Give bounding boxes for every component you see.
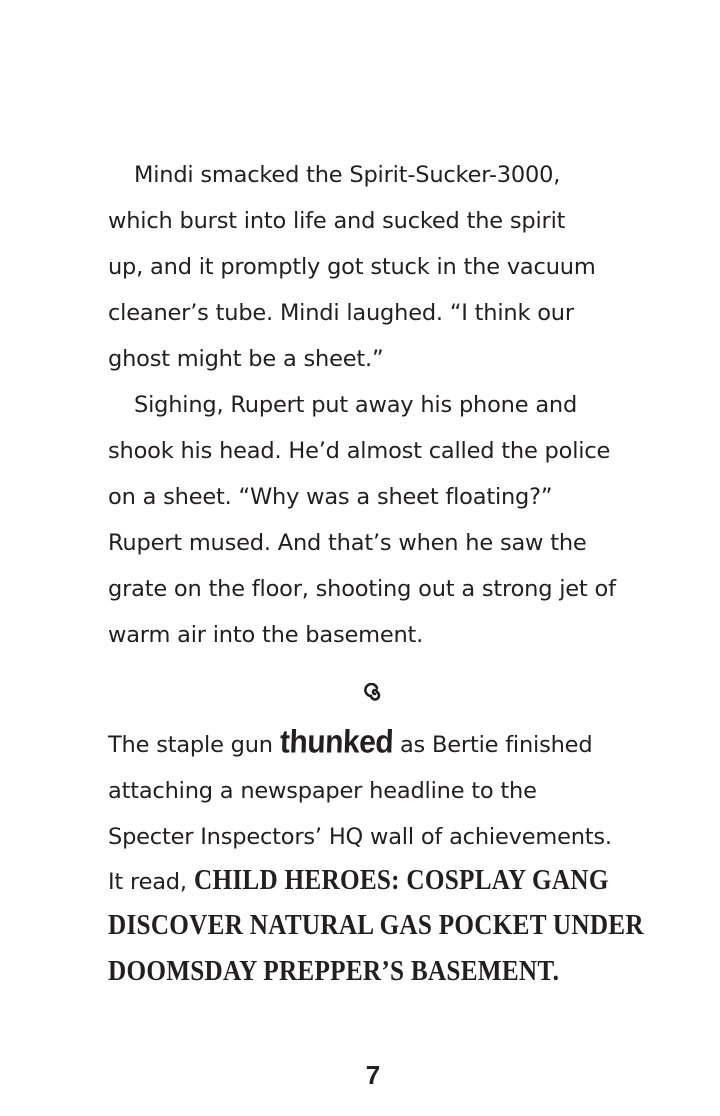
headline-part-2: DISCOVER NATURAL GAS POCKET UNDER — [108, 910, 644, 941]
paragraph-1-line-3: up, and it promptly got stuck in the vacuum — [108, 254, 596, 280]
paragraph-2-line-4: Rupert mused. And that’s when he saw the — [108, 530, 587, 556]
paragraph-2-line-3: on a sheet. “Why was a sheet floating?” — [108, 484, 553, 510]
paragraph-1-line-4: cleaner’s tube. Mindi laughed. “I think our — [108, 300, 574, 326]
paragraph-2-line-1: Sighing, Rupert put away his phone and — [134, 392, 578, 418]
paragraph-1-line-5: ghost might be a sheet.” — [108, 346, 384, 372]
text-after-emphasis: as Bertie finished — [393, 732, 593, 758]
paragraph-1-line-2: which burst into life and sucked the spirit — [108, 208, 566, 234]
paragraph-2-line-5: grate on the floor, shooting out a strong jet of — [108, 576, 616, 602]
paragraph-3-line-4 — [108, 866, 655, 897]
paragraph-2-line-6: warm air into the basement. — [108, 622, 424, 648]
headline-part-3: DOOMSDAY PREPPER’S BASEMENT. — [108, 956, 560, 987]
headline-part-1: CHILD HEROES: COSPLAY GANG — [193, 865, 609, 896]
paragraph-3-line-2: attaching a newspaper headline to the — [108, 778, 537, 804]
paragraph-2-line-2: shook his head. He’d almost called the police — [108, 438, 611, 464]
paragraph-1-line-1: Mindi smacked the Spirit-Sucker-3000, — [134, 162, 561, 188]
paragraph-3-line-3: Specter Inspectors’ HQ wall of achievements. — [108, 824, 612, 850]
paragraph-3-line-1 — [108, 724, 593, 761]
page-number: 7 — [365, 1060, 381, 1090]
sound-effect-word: thunked — [279, 724, 394, 761]
it-read-text: It read, — [108, 869, 194, 895]
spiral-icon — [364, 683, 386, 705]
text-before-emphasis: The staple gun — [108, 732, 280, 758]
